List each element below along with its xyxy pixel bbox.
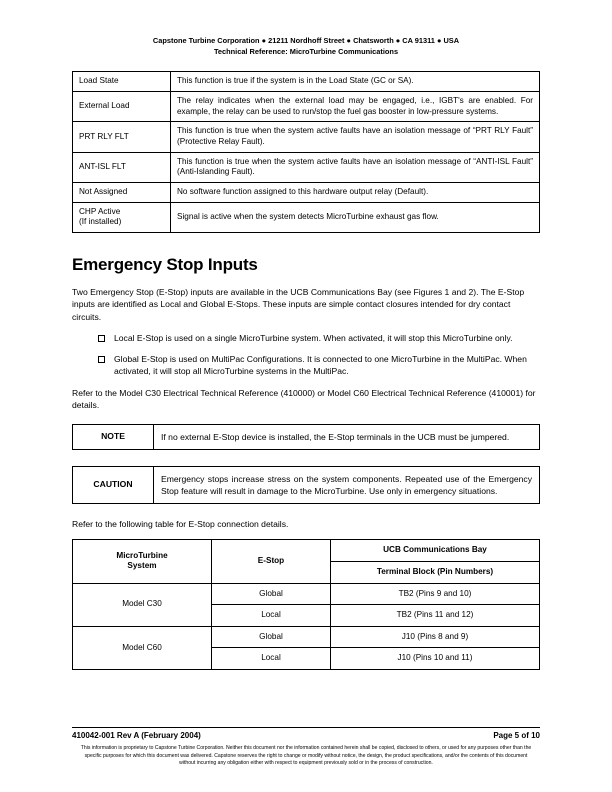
table-row — [73, 92, 540, 122]
relay-label: Not Assigned — [73, 183, 171, 203]
table-row — [73, 202, 540, 232]
estop-type: Local — [212, 605, 331, 627]
section-intro-paragraph: Two Emergency Stop (E-Stop) inputs are available in the UCB Communications Bay (see Figures 1 and 2). The E-Stop inputs are identified as Local and Global E-Stops. These inputs are simple contact closures intended for dry contact circuits. — [72, 287, 525, 322]
estop-connection-table — [72, 539, 540, 670]
header-line2: System — [127, 561, 157, 571]
note-label: NOTE — [73, 424, 154, 449]
estop-type: Global — [212, 583, 331, 605]
header-reference-line: Technical Reference: MicroTurbine Communications — [213, 46, 399, 56]
header-company-line: Capstone Turbine Corporation ● 21211 Nordhoff Street ● Chatsworth ● CA 91311 ● USA — [152, 36, 460, 45]
table-header-row — [73, 540, 540, 562]
footer-divider — [72, 727, 540, 728]
relay-label: Load State — [73, 72, 171, 92]
estop-terminal: J10 (Pins 8 and 9) — [331, 626, 540, 648]
estop-system: Model C60 — [73, 626, 212, 669]
relay-description: No software function assigned to this hardware output relay (Default). — [171, 183, 540, 203]
footer-row — [72, 731, 540, 740]
estop-terminal: TB2 (Pins 9 and 10) — [331, 583, 540, 605]
header-microturbine-system — [73, 540, 212, 583]
table-row — [73, 183, 540, 203]
square-bullet-icon — [98, 335, 105, 342]
relay-label: External Load — [73, 92, 171, 122]
relay-function-table — [72, 71, 540, 233]
refer-table-paragraph: Refer to the following table for E-Stop connection details. — [72, 518, 289, 529]
relay-description: This function is true when the system active faults have an isolation message of “PRT RLY Fault” (Protective Relay Fault). — [171, 122, 540, 152]
header-ucb-bay: UCB Communications Bay — [331, 540, 540, 562]
caution-box — [72, 466, 540, 504]
table-row — [73, 72, 540, 92]
header-estop: E-Stop — [212, 540, 331, 583]
relay-description: This function is true when the system active faults have an isolation message of “ANTI-ISL Fault” (Anti-Islanding Fault). — [171, 152, 540, 182]
list-item — [72, 332, 540, 344]
relay-label: ANT-ISL FLT — [73, 152, 171, 182]
table-row — [73, 152, 540, 182]
refer-models-paragraph: Refer to the Model C30 Electrical Technical Reference (410000) or Model C60 Electrical Technical Reference (410001) for details. — [72, 387, 536, 411]
note-box — [72, 424, 540, 450]
document-footer — [72, 727, 540, 768]
relay-description: The relay indicates when the external load may be engaged, i.e., IGBT's are enabled. For example, the relay can be used to run/stop the fuel gas booster in low-pressure systems. — [171, 92, 540, 122]
relay-label: PRT RLY FLT — [73, 122, 171, 152]
table-row — [73, 626, 540, 648]
relay-label-line1: CHP Active — [79, 206, 121, 216]
footer-legal-text: This information is proprietary to Capstone Turbine Corporation. Neither this document nor the information contained herein shall be copied, disclosed to others, or used for any purposes other than the specific purposes for which this document was delivered. Capstone reserves the right to change or modify without notice, the design, the product specifications, and/or the contents of this document without incurring any obligation either with respect to equipment previously sold or in the process of construction. — [80, 745, 532, 767]
caution-text: Emergency stops increase stress on the system components. Repeated use of the Emergency Stop feature will result in damage to the MicroTurbine. Use only in emergency situations. — [154, 466, 540, 503]
estop-type: Local — [212, 648, 331, 670]
footer-document-number: 410042-001 Rev A (February 2004) — [72, 731, 201, 741]
square-bullet-icon — [98, 356, 105, 363]
table-row — [73, 466, 540, 503]
relay-description: This function is true if the system is in the Load State (GC or SA). — [171, 72, 540, 92]
estop-type: Global — [212, 626, 331, 648]
table-row — [73, 122, 540, 152]
relay-label — [73, 202, 171, 232]
estop-terminal: TB2 (Pins 11 and 12) — [331, 605, 540, 627]
footer-page-number: Page 5 of 10 — [493, 731, 540, 741]
caution-label: CAUTION — [73, 466, 154, 503]
list-item-text: Global E-Stop is used on MultiPac Configurations. It is connected to one MicroTurbine in the MultiPac. When activated, it will stop all MicroTurbine systems in the MultiPac. — [114, 353, 527, 377]
document-header — [72, 36, 540, 57]
table-row — [73, 424, 540, 449]
estop-bullet-list — [72, 332, 540, 377]
header-line1: MicroTurbine — [116, 550, 168, 560]
header-terminal-block: Terminal Block (Pin Numbers) — [331, 561, 540, 583]
estop-terminal: J10 (Pins 10 and 11) — [331, 648, 540, 670]
list-item — [72, 353, 540, 378]
relay-description: Signal is active when the system detects MicroTurbine exhaust gas flow. — [171, 202, 540, 232]
list-item-text: Local E-Stop is used on a single MicroTurbine system. When activated, it will stop this MicroTurbine only. — [114, 333, 513, 344]
estop-system: Model C30 — [73, 583, 212, 626]
relay-label-line2: (If installed) — [79, 217, 122, 227]
table-row — [73, 583, 540, 605]
page-title: Emergency Stop Inputs — [72, 255, 258, 275]
note-text: If no external E-Stop device is installed, the E-Stop terminals in the UCB must be jumpered. — [154, 424, 540, 449]
